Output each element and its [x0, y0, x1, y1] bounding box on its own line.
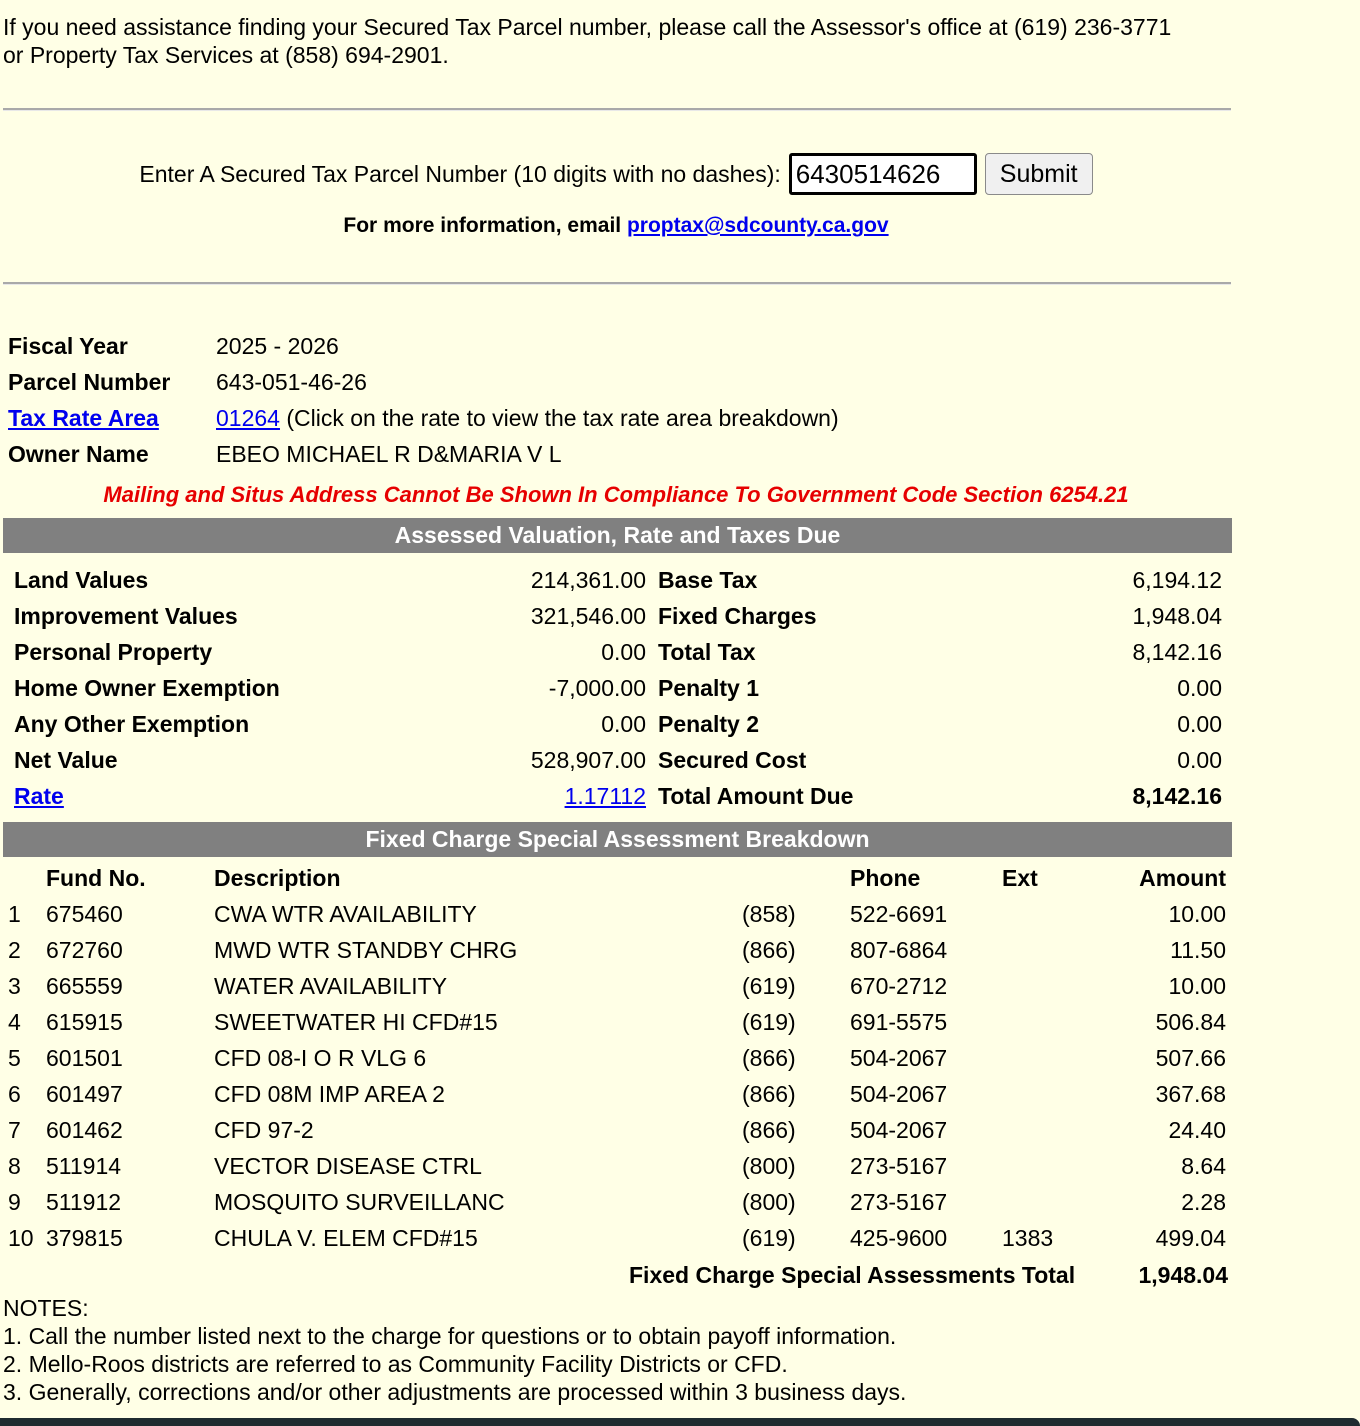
notes-title: NOTES:	[3, 1295, 89, 1321]
valuation-header: Assessed Valuation, Rate and Taxes Due	[3, 518, 1232, 553]
amount-cell: 507.66	[1155, 1044, 1226, 1071]
valuation-left-value-cell	[400, 706, 652, 742]
fixed-charge-row	[3, 968, 1231, 1004]
valuation-right-label: Secured Cost	[658, 746, 807, 773]
fund-no-cell: 601497	[46, 1080, 123, 1107]
fiscal-year-value: 2025 - 2026	[216, 332, 339, 359]
ext-cell	[997, 932, 1077, 968]
valuation-left-value-cell	[400, 778, 652, 814]
parcel-search-form	[0, 150, 1232, 198]
description-cell: MOSQUITO SURVEILLANC	[214, 1188, 505, 1215]
valuation-left-value: 528,907.00	[530, 746, 646, 773]
valuation-left-value: 0.00	[601, 710, 646, 737]
valuation-left-label: Improvement Values	[14, 602, 238, 629]
valuation-left-value: 321,546.00	[530, 602, 646, 629]
valuation-left-label-cell	[8, 670, 400, 706]
valuation-left-value: -7,000.00	[548, 674, 646, 701]
fixed-charge-row	[3, 1220, 1231, 1256]
fixed-charge-row	[3, 1148, 1231, 1184]
fixed-charge-row	[3, 1076, 1231, 1112]
valuation-right-value-cell	[1024, 778, 1228, 814]
valuation-row	[8, 742, 1228, 778]
fixed-charge-row	[3, 1184, 1231, 1220]
phone-number-cell: 504-2067	[850, 1044, 948, 1071]
note-item: 1. Call the number listed next to the charge for questions or to obtain payoff information.	[3, 1323, 897, 1349]
phone-header: Phone	[850, 864, 921, 891]
description-cell: CFD 97-2	[214, 1116, 314, 1143]
row-number-header	[3, 860, 41, 896]
valuation-left-label-cell	[8, 706, 400, 742]
parcel-search-label: Enter A Secured Tax Parcel Number (10 digits with no dashes):	[139, 160, 781, 187]
fixed-charge-table	[3, 860, 1231, 1256]
valuation-left-label-cell	[8, 778, 400, 814]
more-info-prefix: For more information, email	[343, 214, 627, 237]
valuation-table	[8, 562, 1228, 814]
phone-number-cell: 504-2067	[850, 1116, 948, 1143]
valuation-right-label: Base Tax	[658, 566, 758, 593]
valuation-row	[8, 778, 1228, 814]
valuation-row	[8, 670, 1228, 706]
valuation-left-value-cell	[400, 598, 652, 634]
valuation-right-label-cell	[652, 598, 1024, 634]
fixed-charge-row	[3, 932, 1231, 968]
valuation-left-value: 214,361.00	[530, 566, 646, 593]
valuation-right-value: 1,948.04	[1132, 602, 1222, 629]
area-code-header	[737, 860, 845, 896]
owner-name-value: EBEO MICHAEL R D&MARIA V L	[216, 440, 562, 467]
ext-cell	[997, 1004, 1077, 1040]
tax-rate-area-link[interactable]: Tax Rate Area	[8, 404, 159, 431]
area-code-cell: (800)	[742, 1152, 796, 1179]
area-code-cell: (619)	[742, 1224, 796, 1251]
description-cell: CWA WTR AVAILABILITY	[214, 900, 477, 927]
notes	[3, 1294, 906, 1406]
divider-bottom	[3, 282, 1231, 285]
valuation-right-value-cell	[1024, 742, 1228, 778]
ext-cell: 1383	[1002, 1224, 1054, 1251]
valuation-right-value: 0.00	[1177, 674, 1222, 701]
fixed-charge-row	[3, 1112, 1231, 1148]
row-number-cell: 3	[8, 972, 21, 999]
area-code-cell: (858)	[742, 900, 796, 927]
area-code-cell: (866)	[742, 1116, 796, 1143]
phone-number-cell: 425-9600	[850, 1224, 948, 1251]
valuation-right-label: Fixed Charges	[658, 602, 817, 629]
valuation-right-label-cell	[652, 706, 1024, 742]
valuation-right-value: 8,142.16	[1132, 638, 1222, 665]
note-item: 3. Generally, corrections and/or other adjustments are processed within 3 business days.	[3, 1379, 907, 1405]
description-cell: VECTOR DISEASE CTRL	[214, 1152, 482, 1179]
tax-rate-area-row	[8, 400, 839, 436]
rate-link[interactable]: Rate	[14, 782, 64, 809]
description-cell: SWEETWATER HI CFD#15	[214, 1008, 498, 1035]
row-number-cell: 1	[8, 900, 21, 927]
amount-cell: 8.64	[1181, 1152, 1226, 1179]
tax-rate-area-note: (Click on the rate to view the tax rate area breakdown)	[279, 404, 839, 431]
row-number-cell: 8	[8, 1152, 21, 1179]
phone-number-cell: 273-5167	[850, 1152, 948, 1179]
row-number-cell: 5	[8, 1044, 21, 1071]
assistance-line-1: If you need assistance finding your Secured Tax Parcel number, please call the Assessor's office at (619) 236-3771	[3, 14, 1172, 40]
fund-no-cell: 379815	[46, 1224, 123, 1251]
tax-rate-area-code-link[interactable]: 01264	[216, 404, 280, 431]
description-cell: WATER AVAILABILITY	[214, 972, 448, 999]
ext-cell	[997, 896, 1077, 932]
ext-cell	[997, 1184, 1077, 1220]
valuation-left-label-cell	[8, 598, 400, 634]
amount-cell: 499.04	[1155, 1224, 1226, 1251]
valuation-right-value-cell	[1024, 706, 1228, 742]
area-code-cell: (800)	[742, 1188, 796, 1215]
valuation-left-value-cell	[400, 670, 652, 706]
parcel-number-value: 643-051-46-26	[216, 368, 367, 395]
fund-no-cell: 511914	[46, 1152, 122, 1179]
parcel-number-label: Parcel Number	[8, 368, 171, 395]
valuation-left-value-cell	[400, 562, 652, 598]
row-number-cell: 2	[8, 936, 21, 963]
valuation-right-value-cell	[1024, 670, 1228, 706]
fund-no-cell: 601501	[46, 1044, 123, 1071]
row-number-cell: 6	[8, 1080, 21, 1107]
tax-rate-area-cell	[8, 400, 216, 436]
valuation-left-label: Any Other Exemption	[14, 710, 250, 737]
valuation-row	[8, 562, 1228, 598]
fund-no-cell: 615915	[46, 1008, 123, 1035]
valuation-right-value-cell	[1024, 598, 1228, 634]
parcel-number-row	[8, 364, 839, 400]
ext-header: Ext	[1002, 864, 1038, 891]
valuation-right-value: 8,142.16	[1132, 782, 1222, 809]
ext-cell	[997, 1148, 1077, 1184]
divider-top	[3, 108, 1231, 111]
fund-no-header: Fund No.	[46, 864, 146, 891]
amount-cell: 10.00	[1168, 900, 1226, 927]
phone-number-cell: 522-6691	[850, 900, 948, 927]
owner-name-row	[8, 436, 839, 472]
description-cell: MWD WTR STANDBY CHRG	[214, 936, 518, 963]
fund-no-cell: 601462	[46, 1116, 123, 1143]
tax-rate-area-value-cell	[216, 400, 839, 436]
valuation-left-value: 0.00	[601, 638, 646, 665]
area-code-cell: (619)	[742, 1008, 796, 1035]
description-header: Description	[214, 864, 341, 891]
fixed-charge-header: Fixed Charge Special Assessment Breakdown	[3, 822, 1232, 857]
valuation-left-label: Personal Property	[14, 638, 213, 665]
description-cell: CFD 08M IMP AREA 2	[214, 1080, 445, 1107]
address-notice: Mailing and Situs Address Cannot Be Shown In Compliance To Government Code Section 6254.21	[103, 482, 1129, 507]
valuation-left-label: Land Values	[14, 566, 149, 593]
valuation-right-label-cell	[652, 742, 1024, 778]
amount-cell: 367.68	[1155, 1080, 1226, 1107]
amount-cell: 506.84	[1155, 1008, 1226, 1035]
valuation-right-label: Penalty 2	[658, 710, 759, 737]
row-number-cell: 7	[8, 1116, 21, 1143]
phone-number-cell: 273-5167	[850, 1188, 948, 1215]
area-code-cell: (866)	[742, 1044, 796, 1071]
valuation-right-label: Total Amount Due	[658, 782, 854, 809]
phone-number-cell: 504-2067	[850, 1080, 948, 1107]
valuation-right-value: 6,194.12	[1132, 566, 1222, 593]
submit-button[interactable]: Submit	[985, 153, 1093, 195]
owner-name-label: Owner Name	[8, 440, 149, 467]
email-link[interactable]: proptax@sdcounty.ca.gov	[626, 214, 889, 237]
valuation-right-label-cell	[652, 562, 1024, 598]
valuation-left-label-cell	[8, 634, 400, 670]
phone-number-cell: 807-6864	[850, 936, 948, 963]
fund-no-cell: 672760	[46, 936, 123, 963]
valuation-left-label: Net Value	[14, 746, 118, 773]
fund-no-cell: 665559	[46, 972, 123, 999]
area-code-cell: (619)	[742, 972, 796, 999]
fiscal-year-row	[8, 328, 839, 364]
valuation-right-label-cell	[652, 634, 1024, 670]
parcel-info-table	[8, 328, 839, 472]
valuation-left-label-cell	[8, 742, 400, 778]
ext-cell	[997, 1040, 1077, 1076]
row-number-cell: 4	[8, 1008, 21, 1035]
assistance-text	[3, 13, 1243, 69]
fixed-charge-total-label: Fixed Charge Special Assessments Total	[629, 1262, 1076, 1288]
amount-cell: 2.28	[1181, 1188, 1226, 1215]
note-item: 2. Mello-Roos districts are referred to as Community Facility Districts or CFD.	[3, 1351, 788, 1377]
valuation-left-label-cell	[8, 562, 400, 598]
description-cell: CHULA V. ELEM CFD#15	[214, 1224, 478, 1251]
valuation-right-value-cell	[1024, 634, 1228, 670]
valuation-left-value-cell	[400, 634, 652, 670]
fixed-charge-row	[3, 1004, 1231, 1040]
phone-number-cell: 670-2712	[850, 972, 948, 999]
area-code-cell: (866)	[742, 936, 796, 963]
fiscal-year-label: Fiscal Year	[8, 332, 128, 359]
ext-cell	[997, 1112, 1077, 1148]
valuation-left-label: Home Owner Exemption	[14, 674, 280, 701]
fund-no-cell: 511912	[46, 1188, 122, 1215]
valuation-right-label: Penalty 1	[658, 674, 759, 701]
fixed-charge-header-row	[3, 860, 1231, 896]
fixed-charge-total-value: 1,948.04	[1138, 1262, 1228, 1288]
valuation-right-label: Total Tax	[658, 638, 756, 665]
window-bottom-edge	[0, 1418, 1360, 1426]
valuation-right-value-cell	[1024, 562, 1228, 598]
amount-cell: 11.50	[1170, 936, 1226, 963]
valuation-right-label-cell	[652, 778, 1024, 814]
more-info-text	[0, 214, 1232, 238]
amount-cell: 10.00	[1168, 972, 1226, 999]
row-number-cell: 10	[8, 1224, 34, 1251]
valuation-row	[8, 634, 1228, 670]
fund-no-cell: 675460	[46, 900, 123, 927]
assistance-line-2: or Property Tax Services at (858) 694-2901.	[3, 42, 449, 68]
row-number-cell: 9	[8, 1188, 21, 1215]
fixed-charge-row	[3, 1040, 1231, 1076]
valuation-row	[8, 598, 1228, 634]
valuation-right-value: 0.00	[1177, 746, 1222, 773]
rate-value-link[interactable]: 1.17112	[564, 782, 646, 809]
amount-cell: 24.40	[1168, 1116, 1226, 1143]
amount-header: Amount	[1139, 864, 1226, 891]
parcel-number-input[interactable]	[789, 153, 977, 195]
description-cell: CFD 08-I O R VLG 6	[214, 1044, 427, 1071]
valuation-row	[8, 706, 1228, 742]
area-code-cell: (866)	[742, 1080, 796, 1107]
valuation-right-label-cell	[652, 670, 1024, 706]
valuation-left-value-cell	[400, 742, 652, 778]
ext-cell	[997, 1076, 1077, 1112]
valuation-right-value: 0.00	[1177, 710, 1222, 737]
phone-number-cell: 691-5575	[850, 1008, 948, 1035]
ext-cell	[997, 968, 1077, 1004]
fixed-charge-row	[3, 896, 1231, 932]
